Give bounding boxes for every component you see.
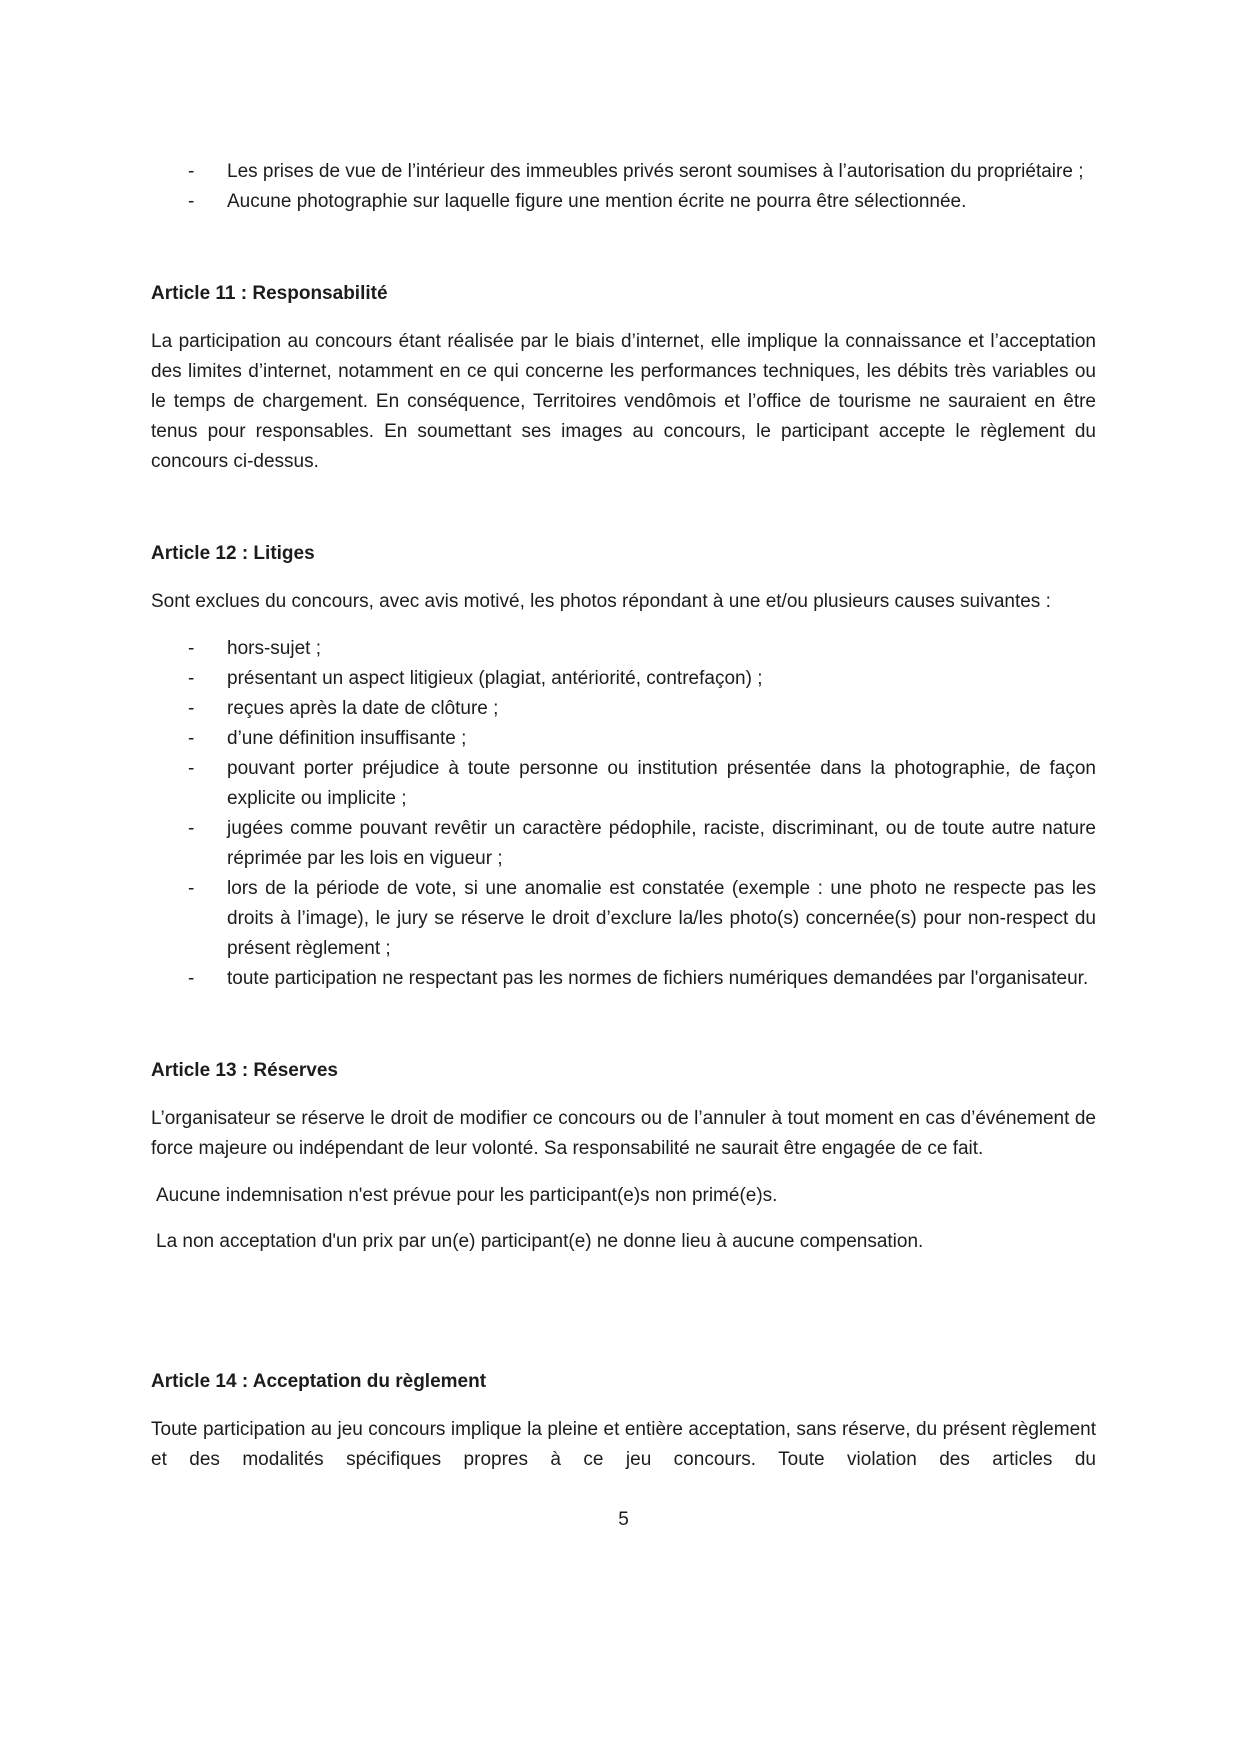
list-item xyxy=(151,634,1096,664)
bullet-text: présentant un aspect litigieux (plagiat, antériorité, contrefaçon) ; xyxy=(227,668,763,689)
list-item xyxy=(151,157,1096,187)
bullet-dash: - xyxy=(188,698,195,719)
bullet-dash: - xyxy=(188,758,195,779)
list-item xyxy=(151,664,1096,694)
paragraph: L’organisateur se réserve le droit de modifier ce concours ou de l’annuler à tout moment en cas d’événement de force majeure ou indépendant de leur volonté. Sa responsabilité ne saurait être engagée de ce fait. xyxy=(151,1108,1096,1159)
article-12-section xyxy=(151,539,1096,994)
article-13-title: Article 13 : Réserves xyxy=(151,1060,338,1081)
article-14-title: Article 14 : Acceptation du règlement xyxy=(151,1371,487,1392)
paragraph: La participation au concours étant réalisée par le biais d’internet, elle implique la connaissance et l’acceptation des limites d’internet, notamment en ce qui concerne les performances techniques, les débits très variables ou le temps de chargement. En conséquence, Territoires vendômois et l’office de tourisme ne sauraient en être tenus pour responsables. En soumettant ses images au concours, le participant accepte le règlement du concours ci-dessus. xyxy=(151,331,1096,472)
bullet-text: Les prises de vue de l’intérieur des immeubles privés seront soumises à l’autorisation du propriétaire ; xyxy=(227,161,1084,182)
bullet-dash: - xyxy=(188,818,195,839)
paragraph: Aucune indemnisation n'est prévue pour les participant(e)s non primé(e)s. xyxy=(156,1185,778,1206)
article-11-title: Article 11 : Responsabilité xyxy=(151,283,388,304)
bullet-dash: - xyxy=(188,161,195,182)
list-item xyxy=(151,694,1096,724)
list-item xyxy=(151,187,1096,217)
paragraph: La non acceptation d'un prix par un(e) participant(e) ne donne lieu à aucune compensation. xyxy=(156,1231,924,1252)
bullet-text: hors-sujet ; xyxy=(227,638,321,659)
article-14-section xyxy=(151,1367,1096,1475)
bullet-dash: - xyxy=(188,668,195,689)
list-item xyxy=(151,724,1096,754)
paragraph: Sont exclues du concours, avec avis motivé, les photos répondant à une et/ou plusieurs causes suivantes : xyxy=(151,591,1051,612)
article-12-title: Article 12 : Litiges xyxy=(151,543,315,564)
bullet-text: reçues après la date de clôture ; xyxy=(227,698,499,719)
list-item xyxy=(151,874,1096,964)
bullet-text: d’une définition insuffisante ; xyxy=(227,728,467,749)
list-item xyxy=(151,754,1096,814)
intro-bullet-list xyxy=(151,157,1096,217)
article-11-section xyxy=(151,279,1096,477)
bullet-text: lors de la période de vote, si une anomalie est constatée (exemple : une photo ne respecte pas les droits à l’image), le jury se réserve le droit d’exclure la/les photo(s) concernée(s) pour non-respect du présent règlement ; xyxy=(227,878,1096,959)
litiges-bullet-list xyxy=(151,634,1096,994)
bullet-dash: - xyxy=(188,191,195,212)
bullet-text: toute participation ne respectant pas les normes de fichiers numériques demandées par l'organisateur. xyxy=(227,968,1089,989)
bullet-text: jugées comme pouvant revêtir un caractère pédophile, raciste, discriminant, ou de toute autre nature réprimée par les lois en vigueur ; xyxy=(227,818,1096,869)
bullet-dash: - xyxy=(188,728,195,749)
paragraph: Toute participation au jeu concours implique la pleine et entière acceptation, sans réserve, du présent règlement et des modalités spécifiques propres à ce jeu concours. Toute violation des articles du xyxy=(151,1419,1096,1470)
list-item xyxy=(151,964,1096,994)
bullet-dash: - xyxy=(188,968,195,989)
bullet-text: pouvant porter préjudice à toute personne ou institution présentée dans la photographie, de façon explicite ou implicite ; xyxy=(227,758,1096,809)
page-number: 5 xyxy=(618,1509,629,1530)
bullet-text: Aucune photographie sur laquelle figure une mention écrite ne pourra être sélectionnée. xyxy=(227,191,967,212)
article-13-section xyxy=(151,1056,1096,1257)
bullet-dash: - xyxy=(188,638,195,659)
list-item xyxy=(151,814,1096,874)
bullet-dash: - xyxy=(188,878,195,899)
